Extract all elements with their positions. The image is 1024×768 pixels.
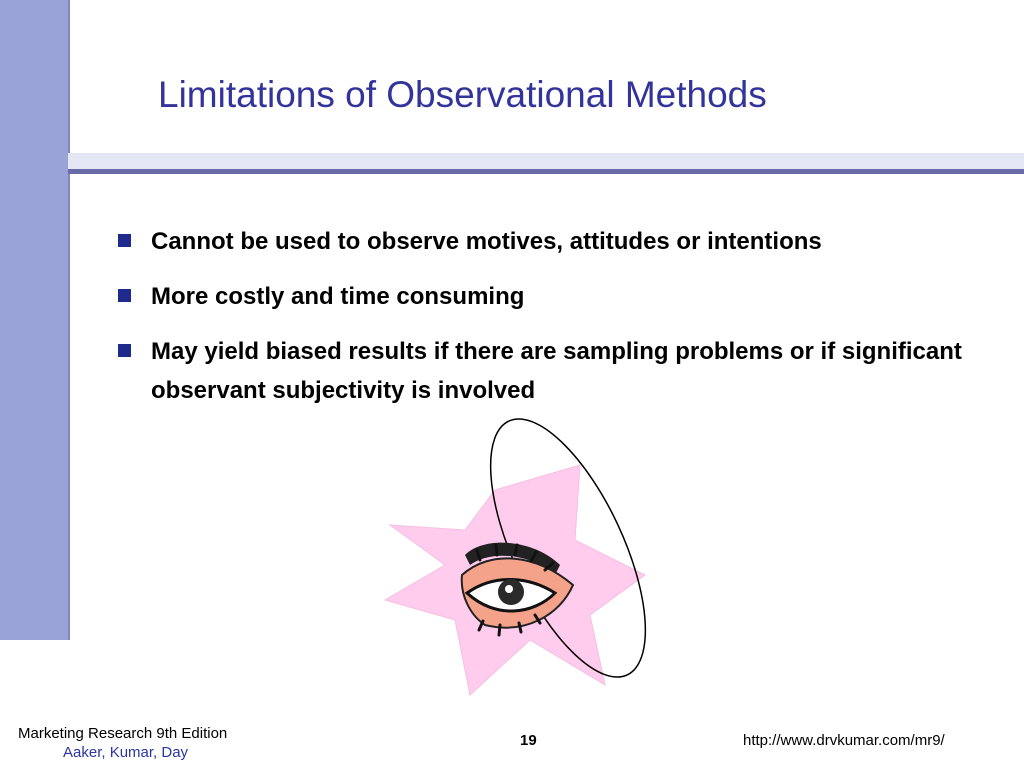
bullet-text: Cannot be used to observe motives, attitudes or intentions: [151, 228, 822, 255]
square-bullet-icon: [118, 234, 131, 247]
page-number: 19: [520, 732, 537, 749]
bullet-text: More costly and time consuming: [151, 283, 525, 310]
footer-url[interactable]: http://www.drvkumar.com/mr9/: [743, 732, 945, 749]
bullet-text: May yield biased results if there are sampling problems or if significant observant subjectivity is involved: [151, 338, 962, 404]
bullet-item: [114, 222, 994, 261]
bullet-item: [114, 332, 994, 410]
footer-edition: Marketing Research 9th Edition: [18, 725, 228, 742]
bullet-item: [114, 277, 994, 316]
left-decorative-band: [0, 0, 70, 640]
footer-authors: Aaker, Kumar, Day: [63, 744, 189, 761]
title-rule-dark: [68, 169, 1024, 174]
bullet-list: [114, 222, 994, 426]
eye-starburst-icon: [380, 415, 700, 700]
title-rule-light: [68, 153, 1024, 169]
square-bullet-icon: [118, 289, 131, 302]
footer-credits: [18, 724, 227, 762]
square-bullet-icon: [118, 344, 131, 357]
slide-title: Limitations of Observational Methods: [158, 74, 767, 115]
